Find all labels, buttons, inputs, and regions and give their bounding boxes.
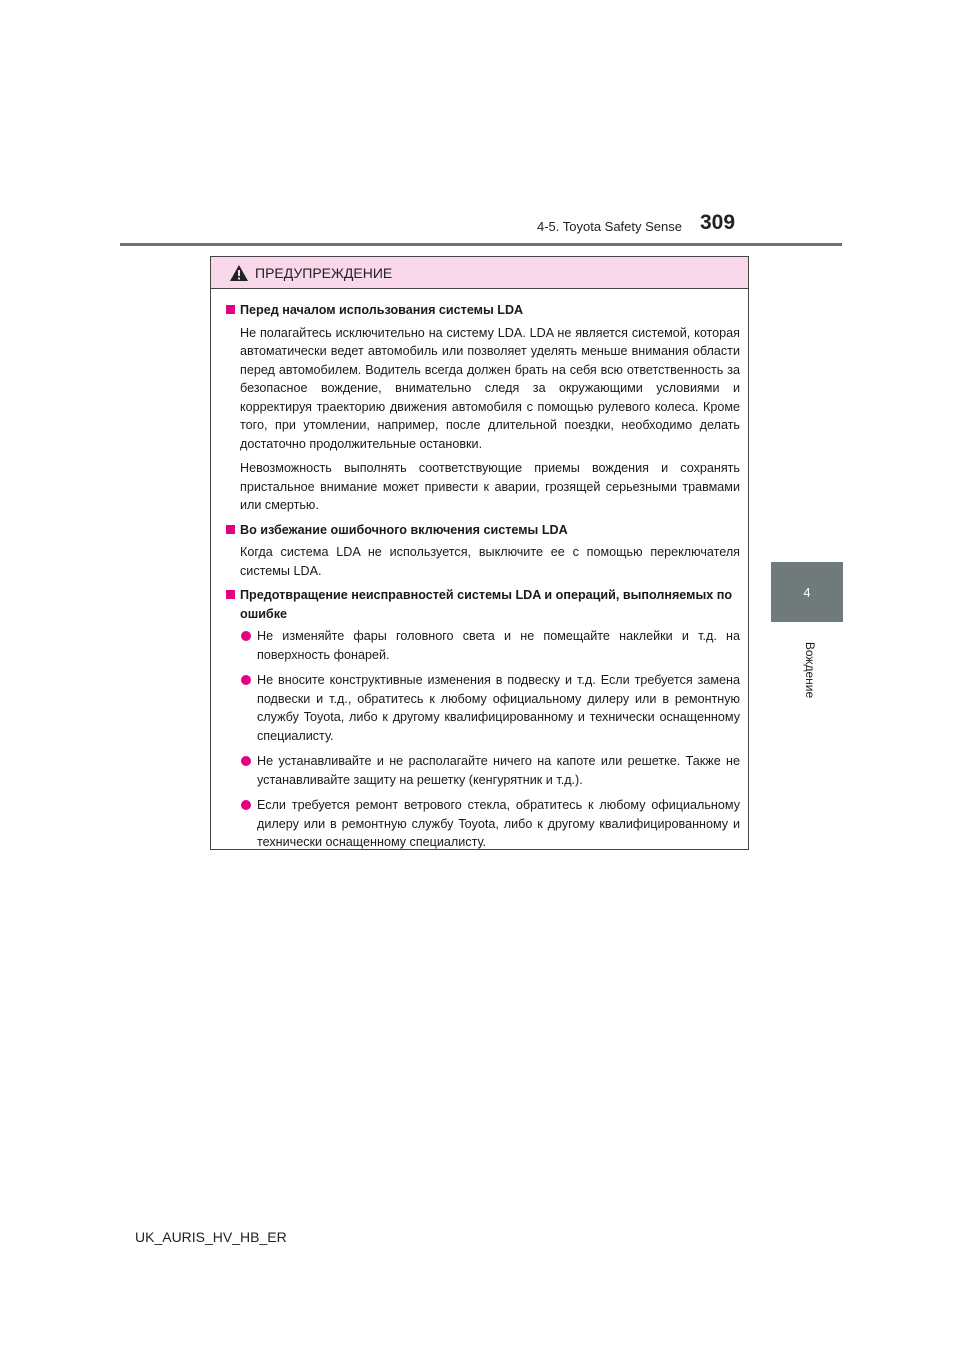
header-section-title: 4-5. Toyota Safety Sense xyxy=(536,219,682,234)
document-code: UK_AURIS_HV_HB_ER xyxy=(135,1229,287,1245)
paragraph: Не полагайтесь исключительно на систему LDA. LDA не является системой, которая автоматически ведет автомобиль или позволяет уделять меньше внимания области перед автомобилем. Водитель всегда должен брать на себя всю ответственность за безопасное вождение, внимательно следя за окружающими условиями и корректируя траекторию движения автомобиля с помощью рулевого колеса. Кроме того, при утомлении, например, после длительной поездки, необходимо делать достаточно продолжительные остановки. xyxy=(240,325,740,451)
list-item: Не изменяйте фары головного света и не помещайте наклейки и т.д. на поверхность фонарей. xyxy=(226,627,740,664)
paragraph: Невозможность выполнять соответствующие приемы вождения и сохранять пристальное внимание может привести к аварии, грозящей серьезными травмами или смертью. xyxy=(240,461,740,512)
warning-triangle-icon xyxy=(229,264,249,282)
circle-bullet-icon xyxy=(241,675,251,685)
section-title: Во избежание ошибочного включения системы LDA xyxy=(226,521,740,540)
circle-bullet-icon xyxy=(241,631,251,641)
square-bullet-icon xyxy=(226,525,235,534)
list-item: Не вносите конструктивные изменения в подвеску и т.д. Если требуется замена подвески и т.д., обратитесь к любому официальному дилеру или в ремонтную службу Toyota, либо к другому квалифицированному и технически оснащенному специалисту. xyxy=(226,671,740,745)
chapter-label: Вождение xyxy=(803,641,817,699)
paragraph: Когда система LDA не используется, выключите ее с помощью переключателя системы LDA. xyxy=(240,545,740,578)
section-title: Предотвращение неисправностей системы LDA и операций, выполняемых по ошибке xyxy=(226,586,740,623)
circle-bullet-icon xyxy=(241,800,251,810)
square-bullet-icon xyxy=(226,590,235,599)
warning-title: ПРЕДУПРЕЖДЕНИЕ xyxy=(255,264,393,281)
chapter-number: 4 xyxy=(803,584,811,600)
square-bullet-icon xyxy=(226,305,235,314)
warning-box xyxy=(210,256,749,850)
section-title: Перед началом использования системы LDA xyxy=(226,301,740,320)
list-item: Если требуется ремонт ветрового стекла, обратитесь к любому официальному дилеру или в ремонтную службу Toyota, либо к другому квалифицированному и технически оснащенному специалисту. xyxy=(226,796,740,852)
chapter-tab xyxy=(771,562,843,622)
list-item: Не устанавливайте и не располагайте ничего на капоте или решетке. Также не устанавливайте защиту на решетку (кенгурятник и т.д.). xyxy=(226,752,740,789)
header-rule xyxy=(120,243,842,246)
warning-header xyxy=(211,257,748,289)
warning-body xyxy=(211,289,748,852)
circle-bullet-icon xyxy=(241,756,251,766)
page-number: 309 xyxy=(700,211,736,234)
